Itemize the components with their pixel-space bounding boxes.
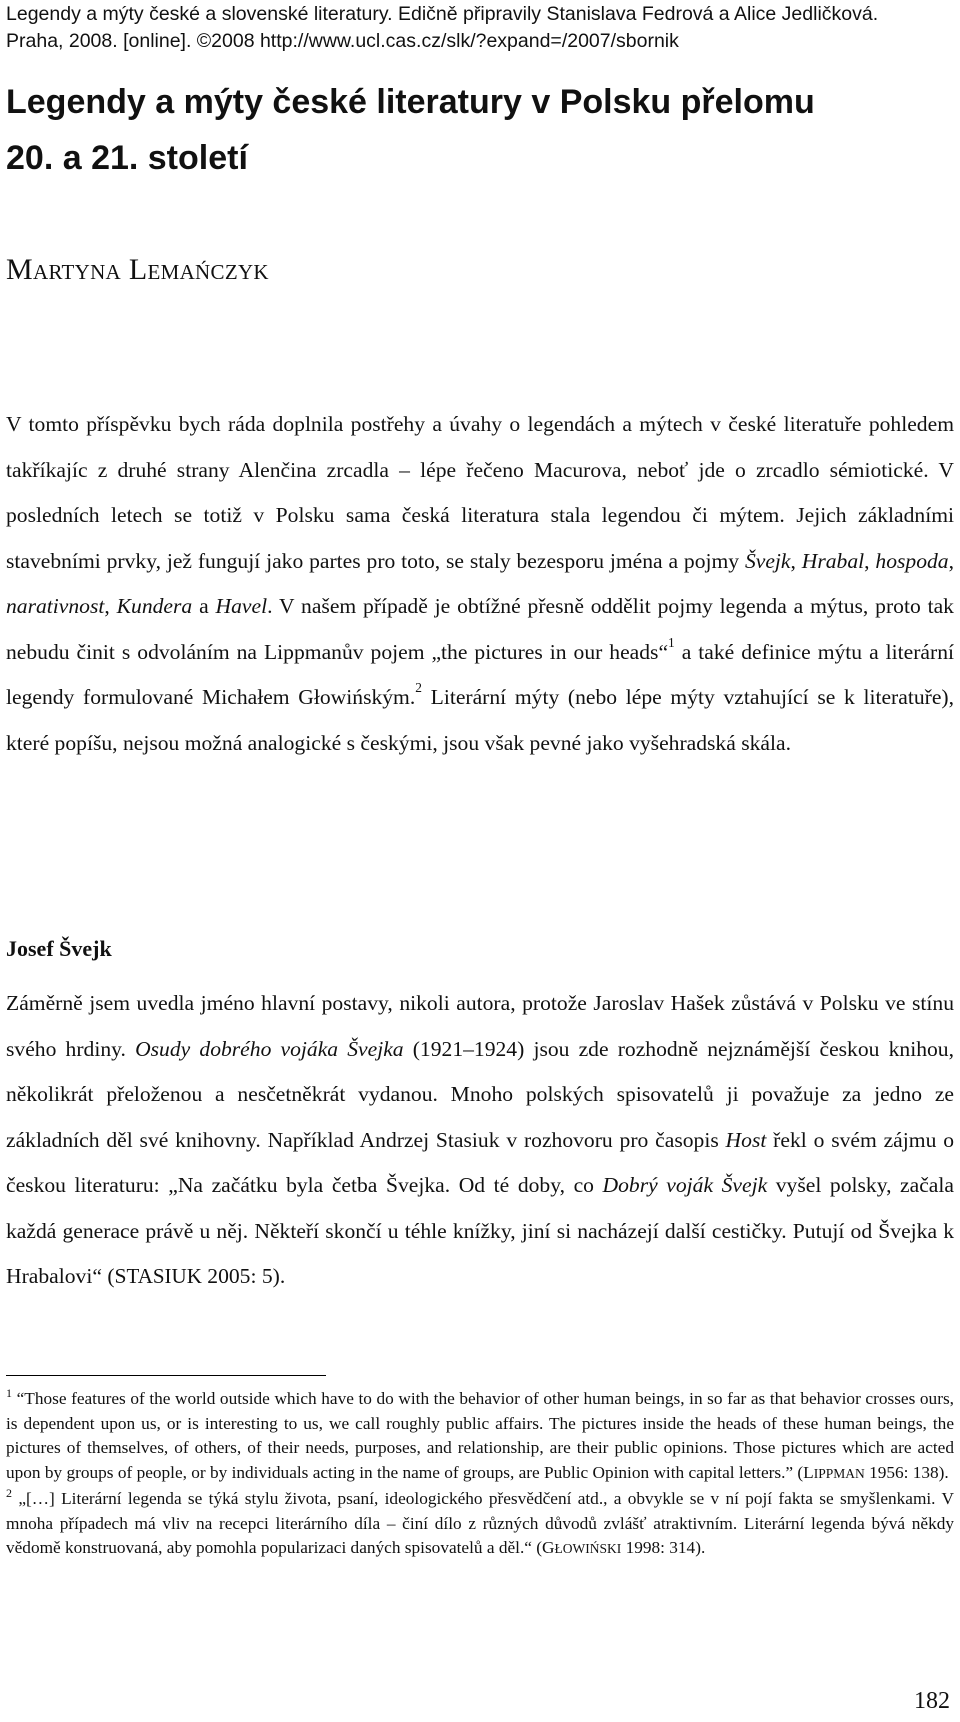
citation-rest: TASIUK <box>126 1264 202 1288</box>
text-run: , <box>790 548 802 573</box>
book-title-dobry-vojak: Dobrý voják Švejk <box>602 1173 768 1197</box>
footnote-tail: 1956: 138). <box>864 1462 949 1482</box>
author-last-rest: EMAŃCZYK <box>147 260 269 284</box>
page-number: 182 <box>914 1688 950 1714</box>
citation-rest: IPPMAN <box>813 1465 865 1481</box>
text-run: , <box>104 594 117 618</box>
citation-header <box>6 1 954 55</box>
svejk-paragraph <box>6 981 954 1300</box>
term-havel: Havel <box>215 594 268 618</box>
citation-initial: L <box>803 1462 814 1482</box>
author-first-initial: M <box>6 253 33 286</box>
footnote-tail: 1998: 314). <box>621 1538 706 1557</box>
text-run: vyšel polsky, začala každá generace právě u něj. Někteří skončí u téhle knížky, jiní si nacházejí další cestičky. Putují od Švejka k Hrabalovi“ ( <box>6 1173 954 1288</box>
citation-initial: S <box>114 1264 127 1288</box>
title-line-2: 20. a 21. století <box>6 139 248 177</box>
citation-line-2: Praha, 2008. [online]. ©2008 http://www.ucl.cas.cz/slk/?expand=/2007/sbornik <box>6 30 679 52</box>
title-line-1: Legendy a mýty české literatury v Polsku přelomu <box>6 83 815 121</box>
term-kundera: Kundera <box>116 594 193 618</box>
text-run: Záměrně jsem uvedla jméno hlavní postavy, nikoli autora, protože Jaroslav Hašek zůstává v Polsku ve stínu svého hrdiny. <box>6 991 954 1061</box>
term-hrabal: Hrabal <box>801 548 865 573</box>
term-hospoda: hospoda <box>875 548 949 573</box>
author-last-initial: L <box>128 253 148 286</box>
citation-initial: G <box>542 1538 555 1557</box>
article-title <box>6 74 954 186</box>
footnote-text: „[…] Literární legenda se týká stylu života, psaní, ideologického přesvědčení atd., a obvykle se v ní pojí fakta se smyšlenkami. V mnoha případech má vliv na recepci literárního díla – činí dílo z různých důvodů zvlášť atraktivním. Literární legenda bývá někdy vědomě konstruovaná, aby pomohla popularizaci daných spisovatelů a děl.“ ( <box>6 1489 954 1557</box>
text-run: a <box>192 594 216 618</box>
citation-line-1: Legendy a mýty české a slovenské literatury. Edičně připravily Stanislava Fedrová a Alice Jedličková. <box>6 3 879 25</box>
author-first-rest: ARTYNA <box>32 260 122 284</box>
text-run: řekl o svém zájmu o českou literaturu: „Na začátku byla četba Švejka. Od té doby, co <box>6 1127 954 1197</box>
magazine-title-host: Host <box>725 1127 767 1152</box>
footnote-1 <box>6 1387 954 1486</box>
text-run: . V našem případě je obtížné přesně oddělit pojmy legenda a mýtus, proto tak nebudu činit s odvoláním na Lippmanův pojem „the pictures in our heads“ <box>6 594 954 664</box>
text-run: a také definice mýtu a literární legendy formulované Michałem Głowińským. <box>6 639 954 709</box>
footnote-number: 1 <box>6 1386 12 1401</box>
text-run: 2005: 5). <box>201 1264 286 1288</box>
intro-paragraph <box>6 402 954 766</box>
footnote-ref-2[interactable]: 2 <box>415 680 422 696</box>
footnote-ref-1[interactable]: 1 <box>668 634 675 650</box>
text-run: , <box>864 548 876 573</box>
footnote-2 <box>6 1487 954 1562</box>
text-run: V tomto příspěvku bych ráda doplnila postřehy a úvahy o legendách a mýtech v české literatuře pohledem takříkajíc z druhé strany Alenčina zrcadla – lépe řečeno Macurova, neboť jde o zrcadlo sémiotické. V posledních letech se totiž v Polsku sama česká literatura stala legendou či mýtem. Jejich základními stavebními prvky, jež fungují jako partes pro toto, se staly bezesporu jména a pojmy <box>6 412 954 573</box>
footnote-number: 2 <box>6 1486 12 1501</box>
section-heading: Josef Švejk <box>6 936 112 961</box>
term-narativnost: narativnost <box>6 594 105 618</box>
footnote-text: “Those features of the world outside which have to do with the behavior of other human beings, in so far as that behavior crosses ours, is dependent upon us, or is interesting to us, we call roughly public affairs. The pictures inside the heads of these human beings, the pictures of themselves, of others, of their needs, purposes, and relationship, are their public opinions. Those pictures which are acted upon by groups of people, or by individuals acting in the name of groups, are Public Opinion with capital letters.” ( <box>6 1389 954 1482</box>
footnote-separator <box>6 1375 326 1376</box>
term-svejk: Švejk <box>744 548 791 573</box>
citation-rest: ŁOWIŃSKI <box>554 1541 622 1556</box>
text-run: , <box>948 548 954 573</box>
book-title-osudy: Osudy dobrého vojáka Švejka <box>135 1036 404 1061</box>
footnotes <box>6 1387 954 1563</box>
text-run: (1921–1924) jsou zde rozhodně nejznámější českou knihou, několikrát přeloženou a nesčetněkrát vydanou. Mnoho polských spisovatelů ji považuje za jedno ze základních děl své knihovny. Například Andrzej Stasiuk v rozhovoru pro časopis <box>6 1036 954 1152</box>
text-run: Literární mýty (nebo lépe mýty vztahující se k literatuře), které popíšu, nejsou možná analogické s českými, jsou však pevné jako vyšehradská skála. <box>6 685 954 755</box>
author-name <box>6 252 269 290</box>
